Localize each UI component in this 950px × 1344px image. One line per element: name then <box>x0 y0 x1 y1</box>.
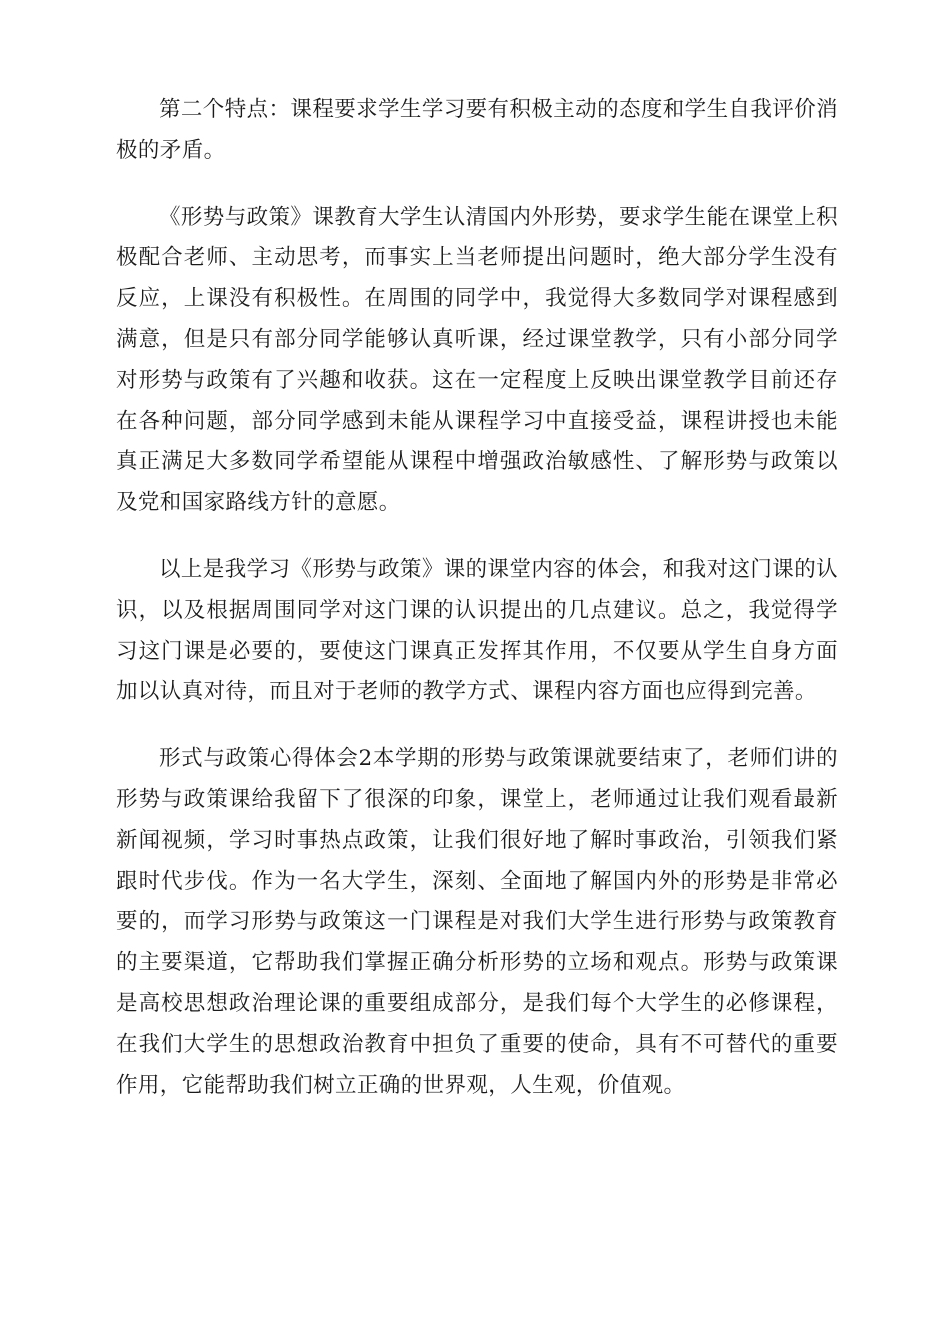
paragraph-3: 以上是我学习《形势与政策》课的课堂内容的体会，和我对这门课的认识，以及根据周围同学对这门课的认识提出的几点建议。总之，我觉得学习这门课是必要的，要使这门课真正发挥其作用，不仅要从学生自身方面加以认真对待，而且对于老师的教学方式、课程内容方面也应得到完善。 <box>116 556 838 705</box>
document-body <box>116 90 838 1106</box>
paragraph-1: 第二个特点：课程要求学生学习要有积极主动的态度和学生自我评价消极的矛盾。 <box>116 97 838 163</box>
paragraph-4: 形式与政策心得体会2本学期的形势与政策课就要结束了，老师们讲的形势与政策课给我留下了很深的印象，课堂上，老师通过让我们观看最新新闻视频，学习时事热点政策，让我们很好地了解时事政治，引领我们紧跟时代步伐。作为一名大学生，深刻、全面地了解国内外的形势是非常必要的，而学习形势与政策这一门课程是对我们大学生进行形势与政策教育的主要渠道，它帮助我们掌握正确分析形势的立场和观点。形势与政策课是高校思想政治理论课的重要组成部分，是我们每个大学生的必修课程，在我们大学生的思想政治教育中担负了重要的使命，具有不可替代的重要作用，它能帮助我们树立正确的世界观，人生观，价值观。 <box>116 746 838 1098</box>
paragraph-2: 《形势与政策》课教育大学生认清国内外形势，要求学生能在课堂上积极配合老师、主动思考，而事实上当老师提出问题时，绝大部分学生没有反应，上课没有积极性。在周围的同学中，我觉得大多数同学对课程感到满意，但是只有部分同学能够认真听课，经过课堂教学，只有小部分同学对形势与政策有了兴趣和收获。这在一定程度上反映出课堂教学目前还存在各种问题，部分同学感到未能从课程学习中直接受益，课程讲授也未能真正满足大多数同学希望能从课程中增强政治敏感性、了解形势与政策以及党和国家路线方针的意愿。 <box>116 204 838 516</box>
